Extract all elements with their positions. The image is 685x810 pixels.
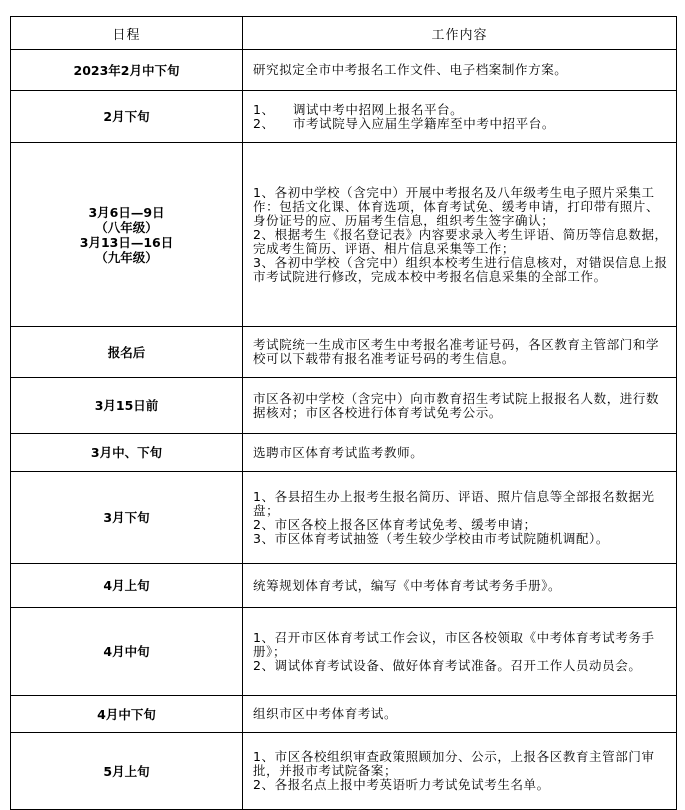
date-cell [11, 564, 243, 608]
table-row [11, 434, 677, 472]
work-text: 2、调试体育考试设备、做好体育考试准备。召开工作人员动员会。 [253, 657, 642, 673]
work-text: 3、各初中学校（含完中）组织本校考生进行信息核对，对错误信息上报市考试院进行修改，完成本校中考报名信息采集的全部工作。 [253, 254, 668, 284]
work-text: 1、市区各校组织审查政策照顾加分、公示，上报各区教育主管部门审批，并报市考试院备案； [253, 749, 655, 778]
work-cell [243, 91, 677, 143]
date-text: 3月中、下旬 [90, 445, 163, 460]
work-cell [243, 378, 677, 434]
table-row [11, 608, 677, 696]
date-text: 3月15日前 [94, 398, 159, 413]
date-text: 3月下旬 [103, 510, 150, 525]
date-text: （八年级） [95, 219, 158, 235]
header-work: 工作内容 [243, 17, 677, 50]
work-text: 2、市区各校上报各区体育考试免考、缓考申请； [253, 516, 537, 532]
work-cell [243, 143, 677, 327]
date-cell [11, 143, 243, 327]
table-row [11, 696, 677, 733]
table-row [11, 143, 677, 327]
work-text: 1、各县招生办上报考生报名简历、评语、照片信息等全部报名数据光盘； [253, 488, 655, 518]
work-text: 2、 市考试院导入应届生学籍库至中考中招平台。 [253, 115, 555, 131]
work-text: 组织市区中考体育考试。 [253, 706, 398, 721]
work-text: 1、各初中学校（含完中）开展中考报名及八年级考生电子照片采集工作：包括文化课、体育选项，体育考试免、缓考申请，打印带有照片、身份证号的应、历届考生信息，组织考生签字确认； [253, 184, 660, 228]
table-row [11, 472, 677, 564]
work-text: 统筹规划体育考试，编写《中考体育考试考务手册》。 [253, 577, 562, 593]
work-text: 市区各初中学校（含完中）向市教育招生考试院上报报名人数，进行数据核对；市区各校进行体育考试免考公示。 [253, 390, 660, 420]
date-text: 3月13日—16日 [79, 234, 174, 250]
date-cell [11, 378, 243, 434]
table-row [11, 327, 677, 378]
date-cell [11, 327, 243, 378]
table-row [11, 378, 677, 434]
work-cell [243, 608, 677, 696]
table-row [11, 564, 677, 608]
date-text: 2023年2月中下旬 [73, 62, 180, 78]
date-cell [11, 608, 243, 696]
work-cell [243, 696, 677, 733]
date-cell [11, 50, 243, 91]
table-header-row [11, 17, 677, 50]
work-cell [243, 434, 677, 472]
date-text: 4月上旬 [103, 578, 150, 593]
work-text: 2、根据考生《报名登记表》内容要求录入考生评语、简历等信息数据，完成考生简历、评语、相片信息采集等工作； [253, 226, 668, 256]
work-cell [243, 472, 677, 564]
work-text: 选聘市区体育考试监考教师。 [253, 444, 424, 460]
date-text: 报名后 [107, 344, 146, 360]
date-text: 5月上旬 [103, 763, 150, 779]
header-date: 日程 [11, 17, 243, 50]
date-text: 2月下旬 [103, 109, 150, 124]
work-cell [243, 50, 677, 91]
work-text: 研究拟定全市中考报名工作文件、电子档案制作方案。 [253, 62, 568, 77]
work-cell [243, 327, 677, 378]
table-row [11, 50, 677, 91]
work-text: 3、市区体育考试抽签（考生较少学校由市考试院随机调配）。 [253, 530, 610, 546]
schedule-table [10, 16, 677, 810]
date-cell [11, 472, 243, 564]
date-text: 3月6日—9日 [88, 204, 165, 220]
date-text: 4月中下旬 [97, 706, 156, 722]
date-text: （九年级） [95, 249, 158, 265]
date-cell [11, 434, 243, 472]
work-cell [243, 564, 677, 608]
work-text: 1、 调试中考中招网上报名平台。 [253, 101, 464, 117]
work-text: 1、召开市区体育考试工作会议，市区各校领取《中考体育考试考务手册》； [253, 629, 655, 659]
date-cell [11, 91, 243, 143]
date-text: 4月中旬 [103, 644, 150, 659]
date-cell [11, 696, 243, 733]
table-row [11, 91, 677, 143]
work-text: 2、各报名点上报中考英语听力考试免试考生名单。 [253, 777, 550, 792]
work-text: 考试院统一生成市区考生中考报名准考证号码，各区教育主管部门和学校可以下载带有报名准考证号码的考生信息。 [253, 337, 660, 366]
